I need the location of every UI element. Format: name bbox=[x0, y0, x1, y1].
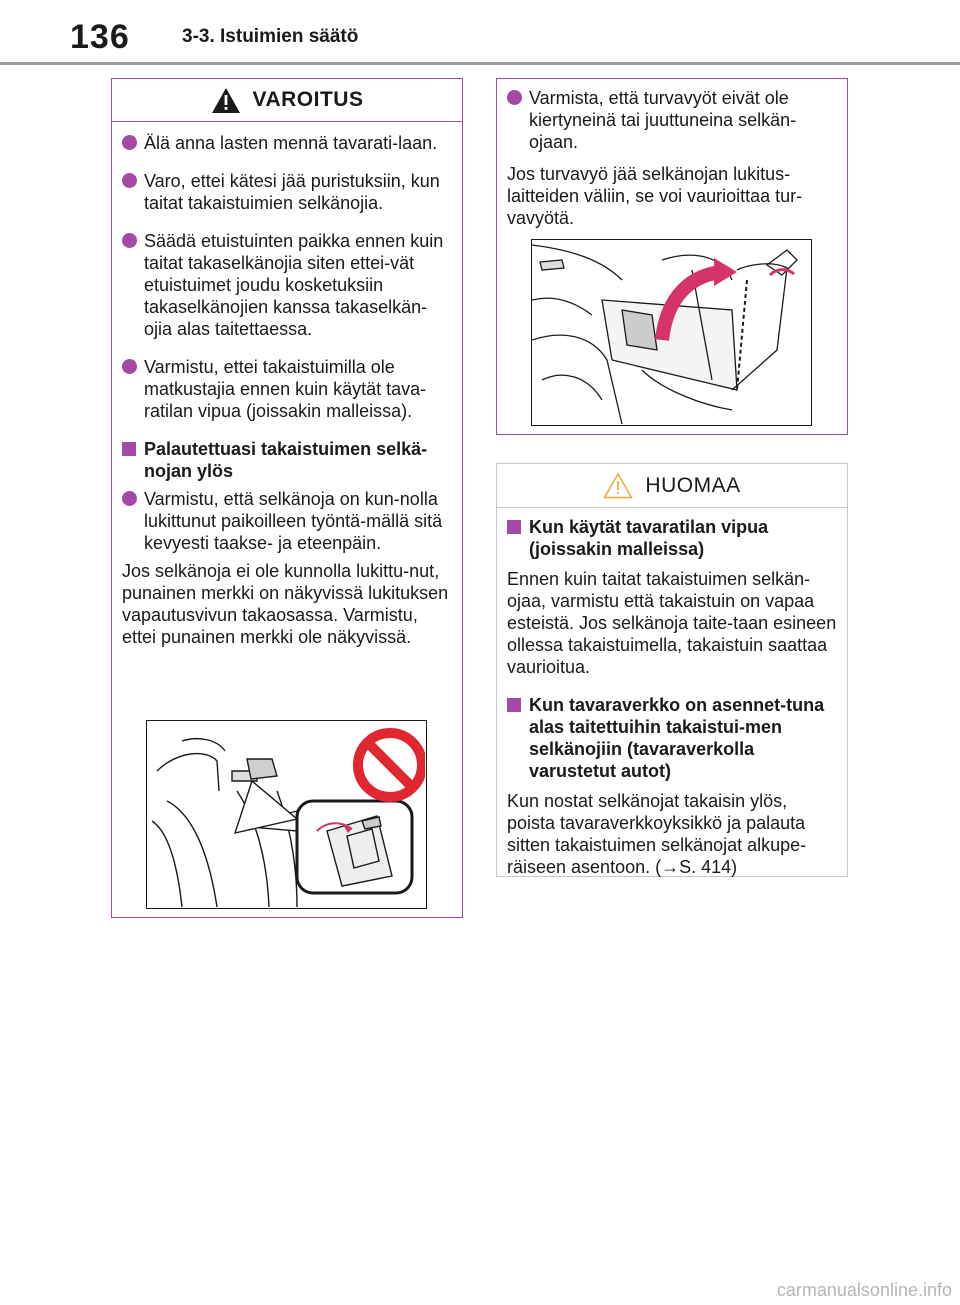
warning-item-2: Varo, ettei kätesi jää puristuksiin, kun taitat takaistuimien selkänojia. bbox=[144, 171, 440, 213]
note-paragraph-2: Kun nostat selkänojat takaisin ylös, poista tavaraverkkoyksikkö ja palauta sitten takaistuimen selkänojat alkupe-räiseen asentoon. (→S. 414) bbox=[507, 791, 807, 877]
warning-item-1: Älä anna lasten mennä tavarati-laan. bbox=[144, 133, 438, 153]
page-number: 136 bbox=[70, 18, 130, 56]
note-box bbox=[496, 463, 848, 877]
section-title: 3-3. Istuimien säätö bbox=[182, 26, 359, 47]
list-item bbox=[122, 132, 452, 154]
note-label: HUOMAA bbox=[645, 473, 741, 497]
list-item bbox=[122, 170, 452, 214]
note-paragraph-1: Ennen kuin taitat takaistuimen selkän-ojaa, varmistu että takaistuin on vapaa esteistä. Jos selkänoja taite-taan esineen ollessa takaistuimella, takaistuin saattaa vaurioitua. bbox=[507, 569, 837, 677]
bullet-square bbox=[122, 442, 136, 456]
warning-triangle-icon bbox=[211, 87, 241, 114]
warning-paragraph: Jos selkänoja ei ole kunnolla lukittu-nut, punainen merkki on näkyvissä lukituksen vapautusvivun takaosassa. Varmistu, ettei punainen merkki ole näkyvissä. bbox=[122, 561, 449, 647]
list-item bbox=[507, 87, 837, 153]
list-item bbox=[122, 356, 452, 422]
subheading bbox=[507, 694, 837, 782]
warning-item-3: Säädä etuistuinten paikka ennen kuin taitat takaselkänojia siten ettei-vät etuistuimet joudu kosketuksiin takaselkänojien kanssa takaselkän-ojia alas taitettaessa. bbox=[144, 231, 444, 339]
header-rule bbox=[0, 62, 960, 65]
footer-watermark: carmanualsonline.info bbox=[776, 1280, 952, 1300]
seatback-fold-illustration bbox=[531, 239, 812, 426]
subheading bbox=[122, 438, 452, 482]
bullet-dot bbox=[122, 359, 137, 374]
warning-label: VAROITUS bbox=[252, 88, 364, 111]
bullet-dot bbox=[507, 90, 522, 105]
note-subheading-2: Kun tavaraverkko on asennet-tuna alas taitettuihin takaistui-men selkänojiin (tavaraverkolla varustetut autot) bbox=[529, 695, 825, 781]
page-header bbox=[0, 0, 960, 62]
bullet-square bbox=[507, 698, 521, 712]
warning-item-4: Varmistu, ettei takaistuimilla ole matkustajia ennen kuin käytät tava-ratilan vipua (joissakin malleissa). bbox=[144, 357, 427, 421]
note-subheading-1: Kun käytät tavaratilan vipua (joissakin malleissa) bbox=[529, 517, 769, 559]
bullet-square bbox=[507, 520, 521, 534]
seat-lever-illustration bbox=[146, 720, 427, 909]
warning-subheading: Palautettuasi takaistuimen selkä-nojan ylös bbox=[144, 439, 428, 481]
subheading bbox=[507, 516, 837, 560]
seatbelt-warning: Varmista, että turvavyöt eivät ole kiertyneinä tai juuttuneina selkän-ojaan. bbox=[529, 88, 797, 152]
list-item bbox=[122, 488, 452, 554]
bullet-dot bbox=[122, 173, 137, 188]
warning-header bbox=[112, 79, 462, 122]
bullet-dot bbox=[122, 135, 137, 150]
list-item bbox=[122, 230, 452, 340]
bullet-dot bbox=[122, 491, 137, 506]
warning-sub-item: Varmistu, että selkänoja on kun-nolla lukittunut paikoilleen työntä-mällä sitä kevyesti taakse- ja eteenpäin. bbox=[144, 489, 443, 553]
caution-triangle-icon bbox=[603, 472, 633, 499]
seatbelt-paragraph: Jos turvavyö jää selkänojan lukitus-laitteiden väliin, se voi vaurioittaa tur-vavyötä. bbox=[507, 164, 803, 228]
bullet-dot bbox=[122, 233, 137, 248]
note-header bbox=[497, 464, 847, 508]
